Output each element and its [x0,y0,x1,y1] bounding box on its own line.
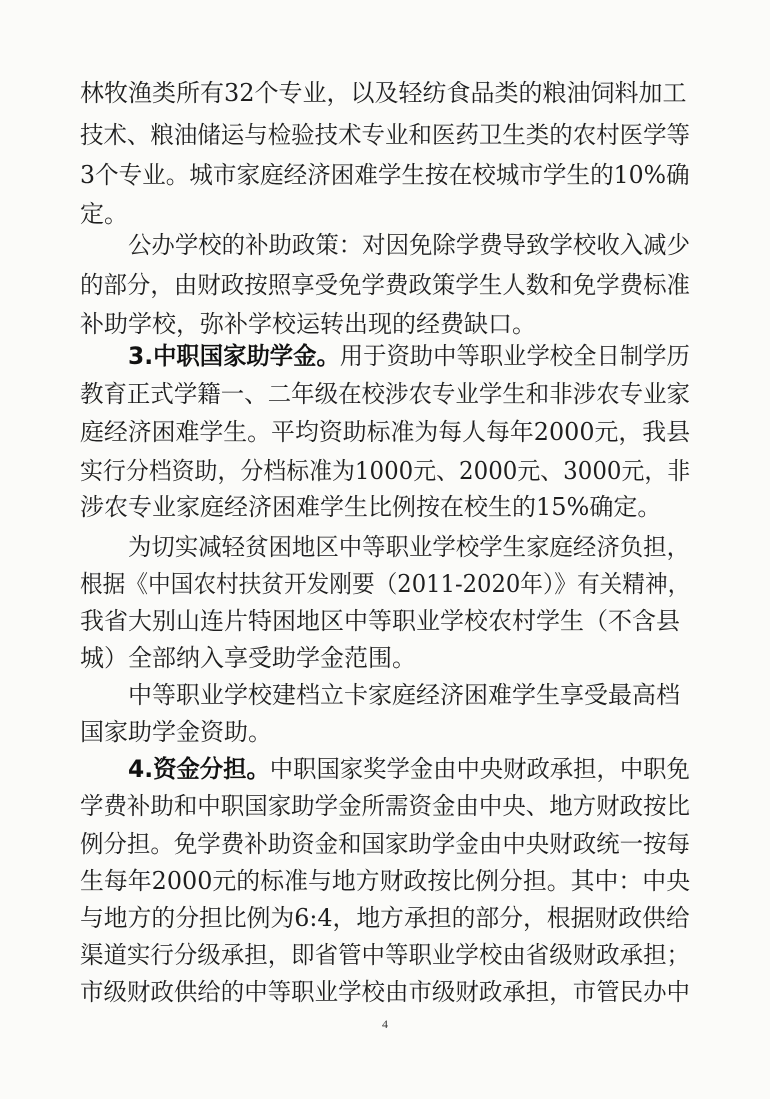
body-line: 学费补助和中职国家助学金所需资金由中央、地方财政按比 [80,792,691,820]
body-line: 技术、粮油储运与检验技术专业和医药卫生类的农村医学等 [80,121,691,149]
body-line: 3个专业。城市家庭经济困难学生按在校城市学生的10%确 [80,161,690,189]
body-text: 用于资助中等职业学校全日制学历 [339,342,690,370]
body-line: 我省大别山连片特困地区中等职业学校农村学生（不含县 [80,607,680,635]
body-line: 城）全部纳入享受助学金范围。 [80,644,416,672]
body-line: 生每年2000元的标准与地方财政按比例分担。其中：中央 [80,867,691,895]
section-line [128,341,690,371]
body-line: 林牧渔类所有32个专业，以及轻纺食品类的粮油饲料加工 [80,79,687,107]
body-line: 的部分，由财政按照享受免学费政策学生人数和免学费标准 [80,271,691,299]
body-line: 与地方的分担比例为6:4，地方承担的部分，根据财政供给 [80,904,690,932]
section-heading: 3.中职国家助学金。 [128,342,340,370]
section-line [128,754,690,784]
body-line: 实行分档资助，分档标准为1000元、2000元、3000元，非 [80,457,691,485]
body-line: 涉农专业家庭经济困难学生比例按在校生的15%确定。 [80,493,662,521]
body-line: 根据《中国农村扶贫开发刚要（2011-2020年）》有关精神， [80,570,691,598]
body-line: 补助学校，弥补学校运转出现的经费缺口。 [80,310,536,338]
body-text: 中职国家奖学金由中央财政承担，中职免 [269,755,690,783]
body-line: 定。 [80,200,128,228]
body-line: 市级财政供给的中等职业学校由市级财政承担，市管民办中 [80,978,691,1006]
page-number: 4 [382,1017,388,1031]
body-line: 庭经济困难学生。平均资助标准为每人每年2000元，我县 [80,418,691,446]
body-line: 中等职业学校建档立卡家庭经济困难学生享受最高档 [128,681,680,709]
body-line: 渠道实行分级承担，即省管中等职业学校由省级财政承担； [80,941,691,969]
body-line: 教育正式学籍一、二年级在校涉农专业学生和非涉农专业家 [80,380,691,408]
body-line: 公办学校的补助政策：对因免除学费导致学校收入减少 [128,231,691,259]
body-line: 例分担。免学费补助资金和国家助学金由中央财政统一按每 [80,830,691,858]
body-line: 国家助学金资助。 [80,718,272,746]
body-line: 为切实减轻贫困地区中等职业学校学生家庭经济负担， [128,533,691,561]
section-heading: 4.资金分担。 [128,755,270,783]
